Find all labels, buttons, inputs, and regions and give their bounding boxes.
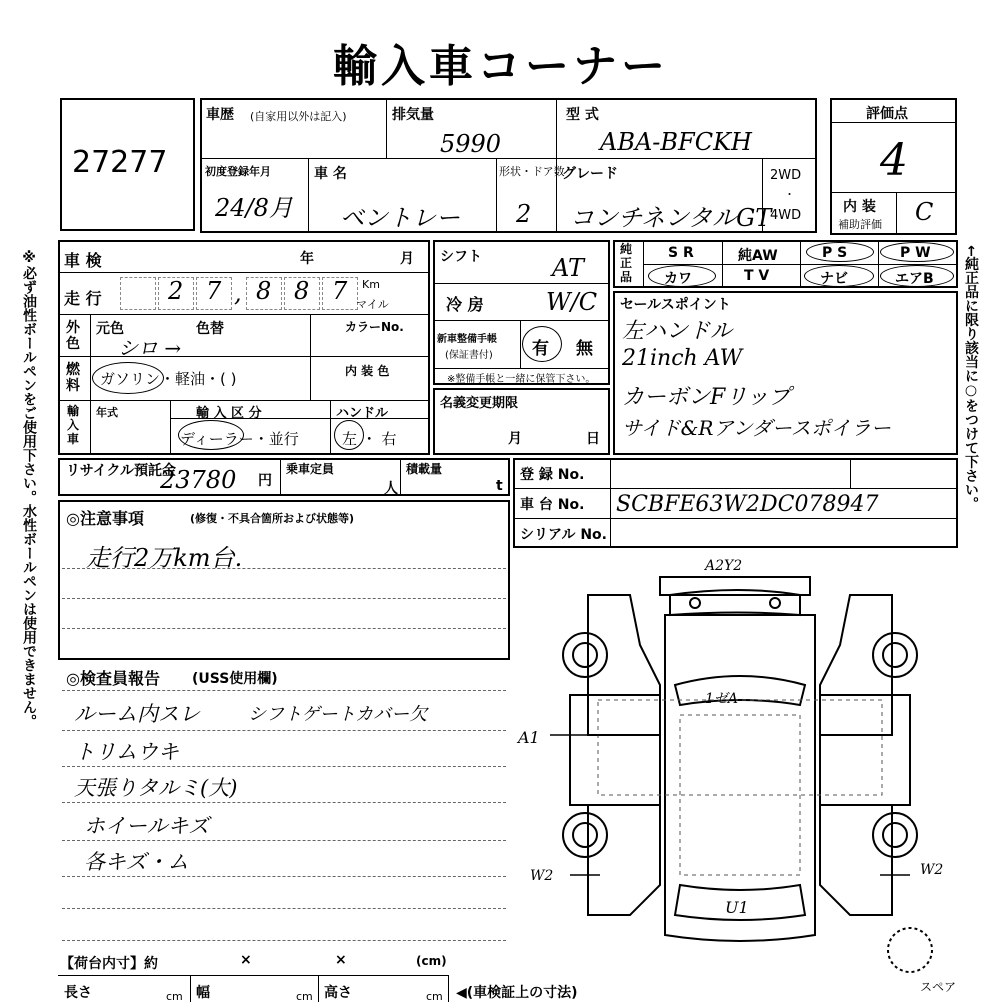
cargo-cm: (cm) <box>416 954 447 968</box>
ac-label: 冷 房 <box>446 295 484 314</box>
mileage-digit-5: 7 <box>332 277 348 305</box>
left-side-note: ※必ず油性ボールペンをご使用下さい。水性ボールペンは使用できません。 <box>21 250 37 728</box>
inspector-line-2: シフトゲートカバー欠 <box>248 704 428 725</box>
left-handle-circle <box>334 420 364 450</box>
mile-label: マイル <box>356 298 389 311</box>
airbag-circle <box>880 265 954 287</box>
drive-4wd: 4WD <box>770 208 802 223</box>
width-unit: cm <box>296 990 313 1003</box>
year-label: 年 <box>300 251 314 267</box>
manual-no: 無 <box>576 339 593 359</box>
option-sr: S R <box>668 245 694 261</box>
doors-label: 形状・ドア数 <box>499 165 565 178</box>
height-label: 高さ <box>324 985 352 1001</box>
notes-line-1: 走行2万km台. <box>86 544 243 572</box>
manual-yes: 有 <box>532 339 549 359</box>
color-value: シロ → <box>118 336 182 360</box>
capacity-label: 乗車定員 <box>286 462 335 476</box>
mark-w2-right: W2 <box>920 862 944 878</box>
displacement-value: 5990 <box>440 130 502 158</box>
interior-label: 内 装 <box>843 199 876 215</box>
page-title: 輸入車コーナー <box>333 41 669 92</box>
name-change-day: 日 <box>586 431 600 447</box>
displacement-label: 排気量 <box>392 107 434 123</box>
height-unit: cm <box>426 990 443 1003</box>
mark-w2-left: W2 <box>530 868 554 884</box>
recycle-value: 23780 <box>160 466 237 494</box>
mileage-digits <box>120 277 390 310</box>
inspector-line-3: トリムウキ <box>74 740 179 764</box>
capacity-unit: 人 <box>384 481 398 497</box>
length-unit: cm <box>166 990 183 1003</box>
shift-value: AT <box>552 254 585 282</box>
serial-label: シリアル No. <box>520 527 607 543</box>
dealer-circle <box>178 420 244 450</box>
manual-yes-circle <box>522 326 562 362</box>
reg-no-label: 登 録 No. <box>520 467 585 483</box>
navi-circle <box>804 265 874 287</box>
interior-value: C <box>915 198 934 226</box>
lot-number: 27277 <box>72 145 168 180</box>
option-navi: ナビ <box>820 271 848 287</box>
sales-point-2: 21inch AW <box>622 346 743 371</box>
genuine-label: 純正品 <box>620 242 633 284</box>
notes-label: ◎注意事項 <box>66 509 144 528</box>
recycle-label: リサイクル預託金 <box>66 463 177 479</box>
mark-left: A1 <box>518 728 540 747</box>
grade-value: コンチネンタルGT <box>570 204 772 232</box>
sales-points-label: セールスポイント <box>620 297 731 313</box>
sales-point-1: 左ハンドル <box>622 319 733 344</box>
eval-value: 4 <box>880 135 908 186</box>
manual-note: ※整備手帳と一緒に保管下さい。 <box>447 374 596 385</box>
spare-label: スペア <box>920 980 957 994</box>
inspector-line-6: 各キズ・ム <box>84 850 189 874</box>
right-side-note: ←純正品に限り該当に○をつけて下さい。 <box>963 245 979 511</box>
mileage-digit-2: 7 <box>206 277 222 305</box>
mileage-digit-1: 2 <box>168 277 184 305</box>
option-pw: P W <box>900 245 931 261</box>
fuel-value: ガソリン・軽油・( ) <box>100 370 237 388</box>
import-type-value: ディーラー・並行 <box>180 430 299 448</box>
load-label: 積載量 <box>406 462 443 476</box>
inspector-label: ◎検査員報告 <box>66 669 160 688</box>
manual-label: 新車整備手帳 <box>437 334 497 345</box>
grade-label: グレード <box>562 166 618 182</box>
year-type-label: 年式 <box>96 406 118 419</box>
mark-top: A2Y2 <box>705 558 743 574</box>
model-value: ABA-BFCKH <box>600 128 752 156</box>
ps-circle <box>806 242 874 262</box>
inspector-line-1: ルーム内スレ <box>74 702 200 726</box>
drive-2wd: 2WD <box>770 168 802 183</box>
ac-value: W/C <box>546 288 598 316</box>
fuel-label: 燃料 <box>66 362 80 394</box>
km-label: Km <box>362 278 380 291</box>
option-aw: 純AW <box>738 248 778 264</box>
interior-sub: 補助評価 <box>838 218 882 231</box>
orig-color-label: 元色 <box>96 321 124 337</box>
cargo-label: 【荷台内寸】約 <box>60 956 158 972</box>
name-value: ベントレー <box>340 204 460 232</box>
interior-color-label: 内 装 色 <box>345 364 390 378</box>
import-type-label: 輸 入 区 分 <box>196 406 262 421</box>
load-unit: t <box>496 478 503 494</box>
mark-bottom: U1 <box>725 898 749 917</box>
recycle-unit: 円 <box>258 473 272 489</box>
mileage-digit-3: 8 <box>256 277 272 305</box>
inspector-line-5: ホイールキズ <box>84 814 210 838</box>
name-label: 車 名 <box>314 166 347 182</box>
kawa-circle <box>648 265 716 287</box>
eval-label: 評価点 <box>866 106 908 122</box>
option-kawa: カワ <box>664 271 692 287</box>
mileage-comma: , <box>234 279 242 307</box>
import-label: 輸入車 <box>67 404 80 446</box>
inspector-line-4: 天張りタルミ(大) <box>74 776 238 800</box>
sales-point-4: サイド&Rアンダースポイラー <box>622 416 891 440</box>
mileage-digit-4: 8 <box>294 277 310 305</box>
shaken-label: 車 検 <box>64 251 102 270</box>
fuel-circle <box>92 362 164 394</box>
option-tv: T V <box>744 268 770 284</box>
color-no-label: カラーNo. <box>345 320 404 334</box>
month-label: 月 <box>400 251 414 267</box>
handle-value: 左 ・ 右 <box>342 430 397 448</box>
inspector-sub: (USS使用欄) <box>192 671 278 687</box>
drive-dot: ・ <box>784 188 795 201</box>
chassis-value: SCBFE63W2DC078947 <box>616 492 879 517</box>
history-note: (自家用以外は記入) <box>250 110 347 123</box>
mileage-label: 走 行 <box>64 289 102 308</box>
manual-sub: (保証書付) <box>445 350 493 361</box>
name-change-label: 名義変更期限 <box>440 396 519 411</box>
option-airbag: エアB <box>895 271 934 287</box>
handle-label: ハンドル <box>336 406 389 421</box>
option-ps: P S <box>822 245 848 261</box>
model-label: 型 式 <box>566 107 599 123</box>
cargo-times-2: × <box>335 952 347 968</box>
mark-windshield: 1ゼA <box>705 691 739 707</box>
notes-sub: (修復・不具合箇所および状態等) <box>190 512 355 525</box>
name-change-month: 月 <box>508 431 522 447</box>
width-label: 幅 <box>196 985 210 1001</box>
first-reg-value: 24/8月 <box>215 194 293 222</box>
history-label: 車歴 <box>206 107 234 123</box>
cargo-times-1: × <box>240 952 252 968</box>
color-label: 外色 <box>66 320 80 352</box>
color-change-label: 色替 <box>196 321 224 337</box>
sales-point-3: カーボンFリップ <box>622 385 791 410</box>
cargo-note: ◀(車検証上の寸法) <box>456 985 578 1001</box>
doors-value: 2 <box>516 200 532 228</box>
shift-label: シフト <box>440 249 482 265</box>
pw-circle <box>880 242 954 262</box>
chassis-label: 車 台 No. <box>520 497 585 513</box>
length-label: 長さ <box>64 985 92 1001</box>
first-reg-label: 初度登録年月 <box>205 165 271 178</box>
